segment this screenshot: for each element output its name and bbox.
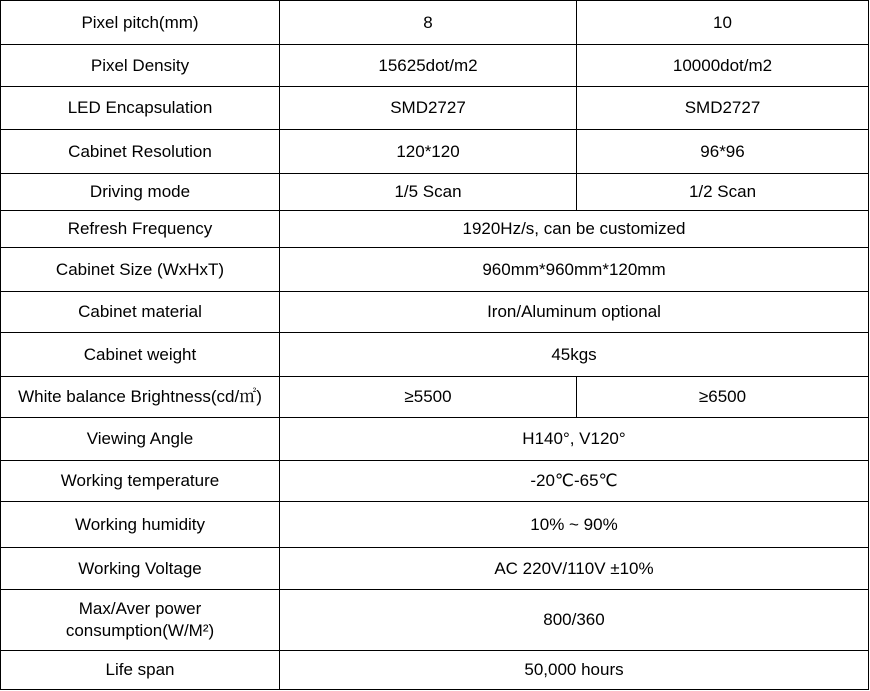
value-cell: 96*96 xyxy=(577,130,869,174)
table-row xyxy=(1,418,869,461)
value-cell: 45kgs xyxy=(280,333,869,377)
row-label: LED Encapsulation xyxy=(1,87,280,130)
table-row xyxy=(1,333,869,377)
row-label: White balance Brightness(cd/㎡) xyxy=(1,377,280,418)
row-label: Pixel Density xyxy=(1,45,280,87)
table-row xyxy=(1,211,869,248)
value-cell: SMD2727 xyxy=(577,87,869,130)
table-row xyxy=(1,548,869,590)
row-label: Driving mode xyxy=(1,174,280,211)
table-row xyxy=(1,130,869,174)
row-label: Cabinet weight xyxy=(1,333,280,377)
table-row xyxy=(1,651,869,690)
row-label: Refresh Frequency xyxy=(1,211,280,248)
row-label: Cabinet Size (WxHxT) xyxy=(1,248,280,292)
table-row xyxy=(1,590,869,651)
table-row xyxy=(1,502,869,548)
row-label: Life span xyxy=(1,651,280,690)
value-cell: 1/2 Scan xyxy=(577,174,869,211)
value-cell: 1/5 Scan xyxy=(280,174,577,211)
value-cell: 800/360 xyxy=(280,590,869,651)
value-cell: 10 xyxy=(577,1,869,45)
value-cell: 50,000 hours xyxy=(280,651,869,690)
value-cell: 1920Hz/s, can be customized xyxy=(280,211,869,248)
table-row xyxy=(1,45,869,87)
row-label: Cabinet material xyxy=(1,292,280,333)
row-label: Working Voltage xyxy=(1,548,280,590)
value-cell: 10% ~ 90% xyxy=(280,502,869,548)
row-label: Viewing Angle xyxy=(1,418,280,461)
table-row xyxy=(1,461,869,502)
value-cell: 120*120 xyxy=(280,130,577,174)
value-cell: H140°, V120° xyxy=(280,418,869,461)
row-label: Working temperature xyxy=(1,461,280,502)
row-label: Pixel pitch(mm) xyxy=(1,1,280,45)
value-cell: 15625dot/m2 xyxy=(280,45,577,87)
value-cell: AC 220V/110V ±10% xyxy=(280,548,869,590)
value-cell: 8 xyxy=(280,1,577,45)
value-cell: ≥5500 xyxy=(280,377,577,418)
value-cell: ≥6500 xyxy=(577,377,869,418)
row-label: Working humidity xyxy=(1,502,280,548)
table-row xyxy=(1,377,869,418)
value-cell: Iron/Aluminum optional xyxy=(280,292,869,333)
value-cell: 960mm*960mm*120mm xyxy=(280,248,869,292)
value-cell: 10000dot/m2 xyxy=(577,45,869,87)
value-cell: -20℃-65℃ xyxy=(280,461,869,502)
table-row xyxy=(1,87,869,130)
table-row xyxy=(1,1,869,45)
row-label: Max/Aver power consumption(W/M²) xyxy=(1,590,280,651)
table-row xyxy=(1,292,869,333)
value-cell: SMD2727 xyxy=(280,87,577,130)
row-label: Cabinet Resolution xyxy=(1,130,280,174)
table-row xyxy=(1,174,869,211)
table-row xyxy=(1,248,869,292)
